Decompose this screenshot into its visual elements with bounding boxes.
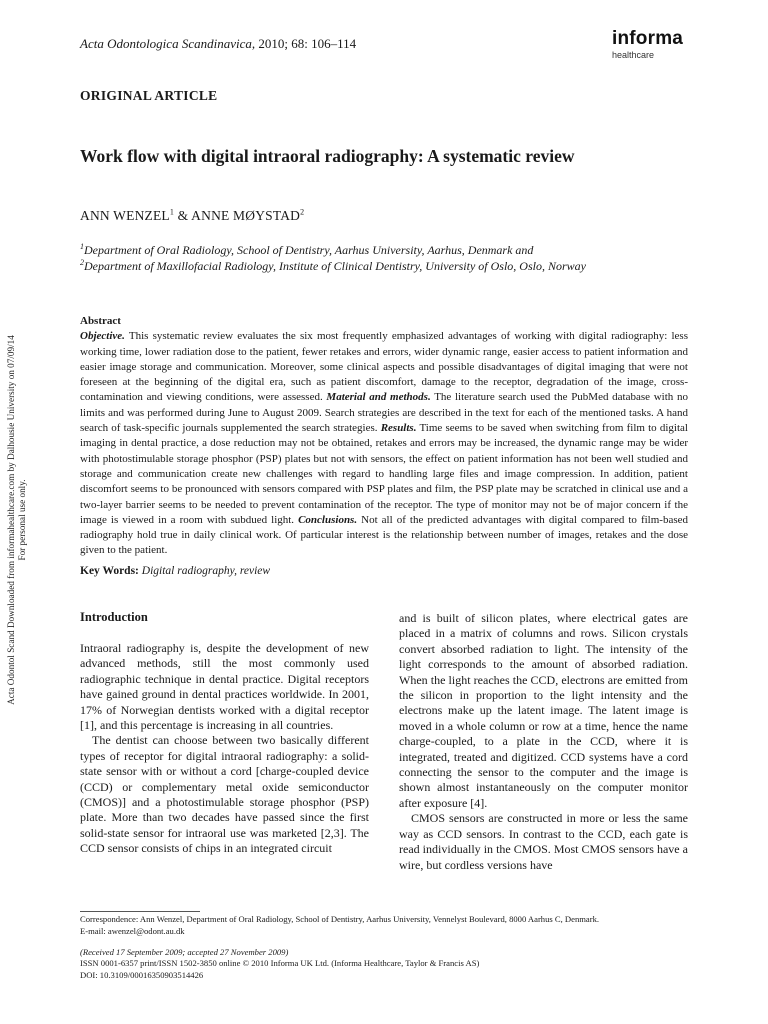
abstract-objective-text: This systematic review evaluates the six most frequently emphasized advantages of working with digital radiography: less working time, lower radiation dose to the patient, fewer retakes and errors, wider dynamic range, easier access to patient information and easier image storage and communication. Moreover, some clinical aspects and possible disadvantages of digital imaging that were not foreseen at the beginning of the digital era, such as patient discomfort, damage to the receptor, degradation of the image, cross-contamination and viewing conditions, were assessed. [80, 330, 688, 404]
affiliation-2-mark: 2 [80, 258, 84, 267]
journal-name: Acta Odontologica Scandinavica, [80, 36, 256, 51]
author-2: ANNE MØYSTAD [191, 208, 301, 223]
affiliations [80, 242, 700, 274]
affiliation-2-text: Department of Maxillofacial Radiology, Institute of Clinical Dentistry, University of Oslo, Oslo, Norway [84, 259, 586, 273]
body-paragraph: The dentist can choose between two basically different types of receptor for digital intraoral radiography: a solid-state sensor with or without a cord [charge-coupled device (CCD) or complementary metal oxide semiconductor (CMOS)] and a photostimulable storage phosphor (PSP) plate. More than two decades have passed since the first solid-state sensor for intraoral use was marketed [2,3]. The CCD sensor consists of chips in an integrated circuit [80, 733, 369, 856]
publisher-logo-word: informa [612, 28, 684, 49]
abstract [80, 314, 688, 559]
keywords-label: Key Words: [80, 565, 139, 577]
abstract-results-text: Time seems to be saved when switching from film to digital imaging in dental practice, a dose reduction may not be obtained, retakes and errors may be increased, the dynamic range may be wider with photostimulable storage phosphor (PSP) plates but not with sensors, the effect on patient information has not been well studied and storage and communication create new challenges with regard to handling large files and image compression. In addition, patient discomfort seems to be pronounced with sensors compared with PSP plates and film, the PSP plate may be scratched in clinical use and a two-layer barrier seems to be needed to prevent contamination of the receptor. The type of monitor may not be of major concern if the image is viewed in a room with subdued light. [80, 422, 688, 526]
abstract-results-label: Results. [380, 422, 417, 435]
correspondence-email: E-mail: awenzel@odont.au.dk [80, 925, 185, 936]
affiliation-1-mark: 1 [80, 242, 84, 251]
article-title: Work flow with digital intraoral radiography: A systematic review [80, 146, 575, 166]
keywords-value: Digital radiography, review [138, 565, 271, 577]
publisher-logo [612, 28, 683, 60]
body-paragraph: Intraoral radiography is, despite the development of new advanced methods, still the most commonly used radiographic technique in dental practice. Digital receptors have gained ground in dental practices worldwide. In 2001, 17% of Norwegian dentists worked with a digital receptor [1], and this percentage is increasing in all countries. [80, 641, 369, 733]
correspondence-note: Correspondence: Ann Wenzel, Department of Oral Radiology, School of Dentistry, Aarhus University, Vennelyst Boulevard, 8000 Aarhus C, Denmark. [80, 914, 600, 924]
footnote-rule [80, 911, 200, 912]
download-watermark [6, 300, 27, 740]
author-1-affil-mark: 1 [169, 207, 175, 217]
abstract-objective-label: Objective. [80, 330, 125, 343]
author-2-affil-mark: 2 [300, 207, 305, 217]
watermark-line-2: For personal use only. [17, 479, 27, 561]
doi: DOI: 10.3109/00016350903514426 [80, 970, 204, 981]
watermark-line-1: Acta Odontol Scand Downloaded from informahealthcare.com by Dalhousie University on 07/09/14 [6, 335, 16, 705]
abstract-conclusions-label: Conclusions. [298, 513, 358, 526]
body-column-right [399, 611, 688, 873]
section-heading-introduction: Introduction [80, 610, 148, 624]
journal-issue: 2010; 68: 106–114 [255, 36, 357, 51]
author-1: ANN WENZEL [80, 208, 170, 223]
abstract-methods-label: Material and methods. [326, 391, 431, 404]
issn-copyright: ISSN 0001-6357 print/ISSN 1502-3850 online © 2010 Informa UK Ltd. (Informa Healthcare, Taylor & Francis AS) [80, 958, 480, 969]
footnotes [80, 914, 690, 982]
journal-citation [80, 36, 356, 52]
affiliation-1 [80, 242, 700, 258]
abstract-heading: Abstract [80, 315, 121, 327]
article-type: ORIGINAL ARTICLE [80, 88, 218, 103]
body-column-left [80, 610, 369, 857]
affiliation-2 [80, 258, 700, 274]
body-paragraph: CMOS sensors are constructed in more or less the same way as CCD sensors. In contrast to the CCD, each gate is read individually in the CMOS. Most CMOS sensors have a wire, but cordless versions have [399, 811, 688, 872]
author-separator: & [174, 208, 192, 223]
abstract-methods-text: The literature search used the PubMed database with no limits and was performed during June to August 2009. Search strategies are described in the text for each of the mentioned tasks. A hand search of task-specific journals supplemented the search strategies. [80, 391, 688, 435]
abstract-conclusions-text: Not all of the predicted advantages with digital compared to film-based radiography hold true in daily clinical work. Of particular interest is the relationship between number of images, retakes and the dose given to the patient. [80, 513, 688, 557]
affiliation-1-text: Department of Oral Radiology, School of Dentistry, Aarhus University, Aarhus, Denmark and [84, 243, 534, 257]
publisher-logo-sub: healthcare [612, 50, 655, 60]
body-paragraph: and is built of silicon plates, where electrical gates are placed in a matrix of columns and rows. Silicon crystals convert absorbed radiation to light. The intensity of the light corresponds to the amount of absorbed radiation. When the light reaches the CCD, electrons are emitted from the silicon in proportion to the light intensity and the electrons make up the latent image. The latent image is moved in a whole column or row at a time, hence the name charge-coupled, to a plate in the CCD, where it is integrated, treated and digitized. CCD systems have a cord connecting the sensor to the computer and the image is shown almost instantaneously on the computer monitor after exposure [4]. [399, 611, 688, 810]
keywords [80, 565, 270, 577]
author-list [80, 208, 304, 224]
received-dates: (Received 17 September 2009; accepted 27 November 2009) [80, 946, 289, 957]
